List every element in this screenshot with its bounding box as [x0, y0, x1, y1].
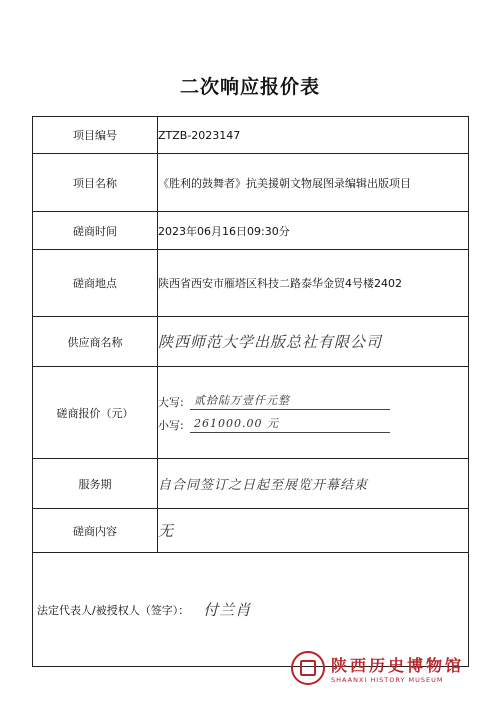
- lower-amount-line: [158, 416, 468, 433]
- row-meeting-time: [33, 212, 469, 250]
- signature-label: 法定代表人/被授权人（签字）：: [37, 603, 190, 617]
- lower-amount-value: 261000.00 元: [190, 416, 390, 433]
- museum-seal-icon: [291, 651, 325, 685]
- museum-logo-text: [331, 653, 464, 684]
- meeting-time-label: 磋商时间: [33, 212, 158, 250]
- museum-name-cn: 陕西历史博物馆: [330, 655, 464, 675]
- upper-amount-label: 大写:: [158, 395, 184, 409]
- lower-amount-label: 小写:: [158, 418, 184, 432]
- row-service-period: [33, 459, 469, 509]
- supplier-label: 供应商名称: [33, 317, 158, 367]
- quote-form-table: [32, 116, 469, 667]
- service-period-label: 服务期: [33, 459, 158, 509]
- service-period-value-cell: [158, 459, 469, 509]
- museum-name-en: SHAANXI HISTORY MUSEUM: [330, 675, 444, 684]
- content-value-cell: [158, 509, 469, 553]
- meeting-place-label: 磋商地点: [33, 250, 158, 317]
- signature-wrap: [33, 599, 468, 620]
- project-name-label: 项目名称: [33, 154, 158, 212]
- row-meeting-place: [33, 250, 469, 317]
- supplier-value-cell: [158, 317, 469, 367]
- museum-watermark-logo: [291, 651, 464, 685]
- row-quote: [33, 367, 469, 459]
- signature-cell: [33, 553, 469, 667]
- row-project-name: [33, 154, 469, 212]
- signature-handwritten: 付兰肖: [203, 601, 252, 619]
- project-name-value: 《胜利的鼓舞者》抗美援朝文物展图录编辑出版项目: [158, 154, 469, 212]
- document-title: 二次响应报价表: [179, 76, 320, 98]
- upper-amount-value: 贰拾陆万壹仟元整: [190, 393, 390, 410]
- quote-value-cell: [158, 367, 469, 459]
- service-period-handwritten: 自合同签订之日起至展览开幕结束: [158, 478, 369, 493]
- meeting-place-value: 陕西省西安市雁塔区科技二路泰华金贸4号楼2402: [158, 250, 469, 317]
- content-label: 磋商内容: [33, 509, 158, 553]
- row-content: [33, 509, 469, 553]
- quote-label: 磋商报价（元）: [33, 367, 158, 459]
- project-no-label: 项目编号: [33, 117, 158, 154]
- row-signature: [33, 553, 469, 667]
- row-supplier: [33, 317, 469, 367]
- upper-amount-line: [158, 393, 468, 410]
- row-project-no: [33, 117, 469, 154]
- supplier-handwritten: 陕西师范大学出版总社有限公司: [158, 333, 383, 351]
- meeting-time-value: 2023年06月16日09:30分: [158, 212, 469, 250]
- content-handwritten: 无: [158, 522, 175, 540]
- project-no-value: ZTZB-2023147: [158, 117, 469, 154]
